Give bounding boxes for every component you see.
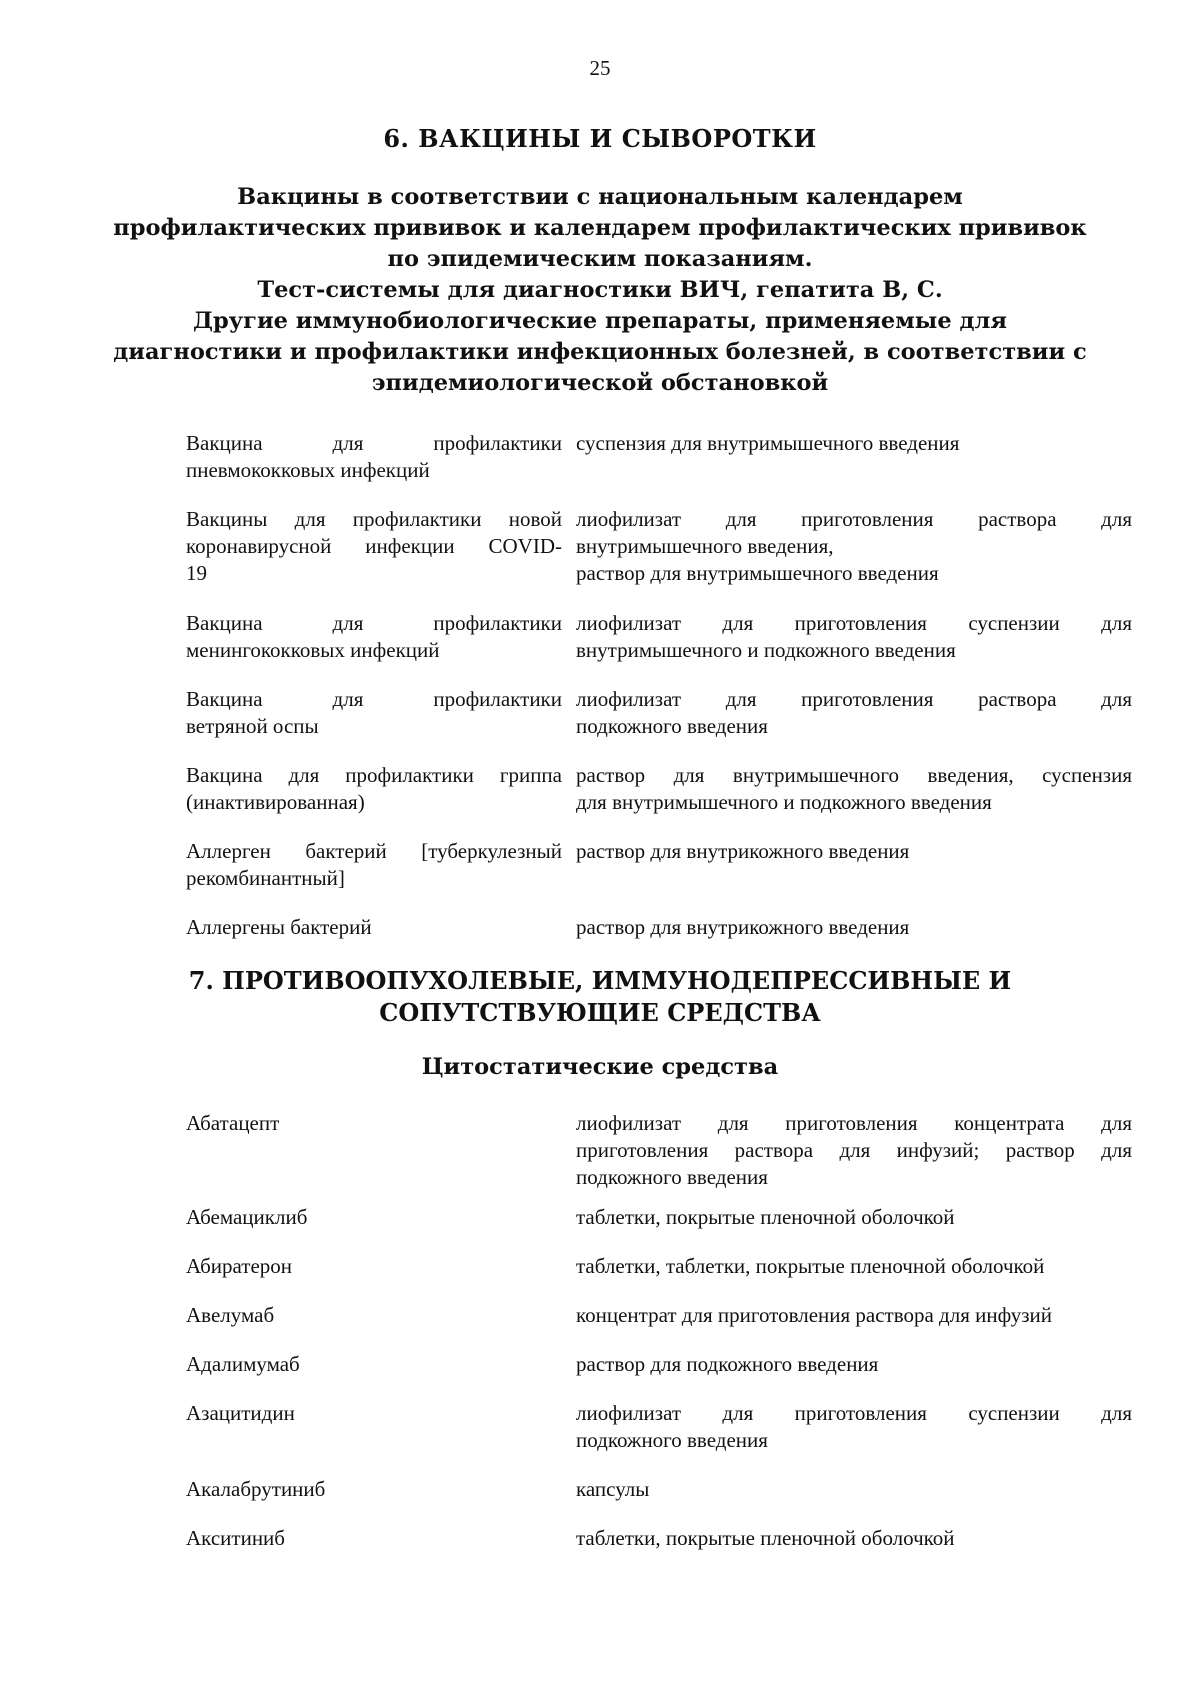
dosage-form: концентрат для приготовления раствора для инфузий xyxy=(576,1303,1052,1327)
drug-name: Аллергены бактерий xyxy=(186,915,372,939)
drug-name: Авелумаб xyxy=(186,1303,275,1327)
title-line: 7. ПРОТИВООПУХОЛЕВЫЕ, ИММУНОДЕПРЕССИВНЫЕ И xyxy=(188,966,1012,995)
section-6-subtitle xyxy=(0,182,1200,399)
section-7-subtitle: Цитостатические средства xyxy=(421,1054,779,1080)
subtitle-line: эпидемиологической обстановкой xyxy=(371,370,829,396)
section-6-title: 6. ВАКЦИНЫ И СЫВОРОТКИ xyxy=(383,124,817,153)
subtitle-line: Другие иммунобиологические препараты, применяемые для xyxy=(193,308,1007,334)
dosage-form: раствор для внутримышечного введения, суспензия для внутримышечного и подкожного введения xyxy=(576,763,1132,814)
section-7-title xyxy=(0,965,1200,1029)
subtitle-line: Тест-системы для диагностики ВИЧ, гепатита В, С. xyxy=(257,277,943,303)
drug-name: Адалимумаб xyxy=(186,1352,300,1376)
title-line: СОПУТСТВУЮЩИЕ СРЕДСТВА xyxy=(379,998,821,1027)
page-number: 25 xyxy=(589,56,611,80)
subtitle-line: Вакцины в соответствии с национальным календарем xyxy=(237,184,963,210)
drug-name: Абатацепт xyxy=(186,1111,280,1135)
dosage-form: лиофилизат для приготовления концентрата для приготовления раствора для инфузий; раствор для подкожного введения xyxy=(576,1111,1132,1189)
dosage-form: раствор для внутрикожного введения xyxy=(576,915,910,939)
subtitle-line: профилактических прививок и календарем профилактических прививок xyxy=(113,215,1087,241)
drug-name: Акалабрутиниб xyxy=(186,1477,326,1501)
drug-name: Вакцина для профилактики ветряной оспы xyxy=(186,687,562,738)
drug-name: Вакцина для профилактики гриппа (инактивированная) xyxy=(186,763,562,814)
drug-name: Вакцина для профилактики пневмококковых инфекций xyxy=(186,431,562,482)
dosage-form: капсулы xyxy=(576,1477,650,1501)
dosage-form: лиофилизат для приготовления суспензии для внутримышечного и подкожного введения xyxy=(576,611,1132,662)
dosage-form: лиофилизат для приготовления раствора для подкожного введения xyxy=(576,687,1132,738)
dosage-form: таблетки, покрытые пленочной оболочкой xyxy=(576,1205,955,1229)
dosage-form: раствор для подкожного введения xyxy=(576,1352,879,1376)
subtitle-line: диагностики и профилактики инфекционных болезней, в соответствии с xyxy=(113,339,1087,365)
drug-name: Вакцины для профилактики новой коронавирусной инфекции COVID- 19 xyxy=(186,507,562,585)
dosage-form: суспензия для внутримышечного введения xyxy=(576,431,960,455)
drug-name: Абемациклиб xyxy=(186,1205,308,1229)
subtitle-line: по эпидемическим показаниям. xyxy=(387,246,813,272)
drug-name: Абиратерон xyxy=(186,1254,293,1278)
drug-name: Аллерген бактерий [туберкулезный рекомбинантный] xyxy=(186,839,562,890)
dosage-form: таблетки, покрытые пленочной оболочкой xyxy=(576,1526,955,1550)
drug-name: Акситиниб xyxy=(186,1526,285,1550)
dosage-form: таблетки, таблетки, покрытые пленочной оболочкой xyxy=(576,1254,1045,1278)
dosage-form: лиофилизат для приготовления суспензии для подкожного введения xyxy=(576,1401,1132,1452)
drug-name: Азацитидин xyxy=(186,1401,295,1425)
dosage-form: лиофилизат для приготовления раствора для внутримышечного введения, раствор для внутримышечного введения xyxy=(576,507,1132,585)
dosage-form: раствор для внутрикожного введения xyxy=(576,839,910,863)
drug-name: Вакцина для профилактики менингококковых инфекций xyxy=(186,611,562,662)
